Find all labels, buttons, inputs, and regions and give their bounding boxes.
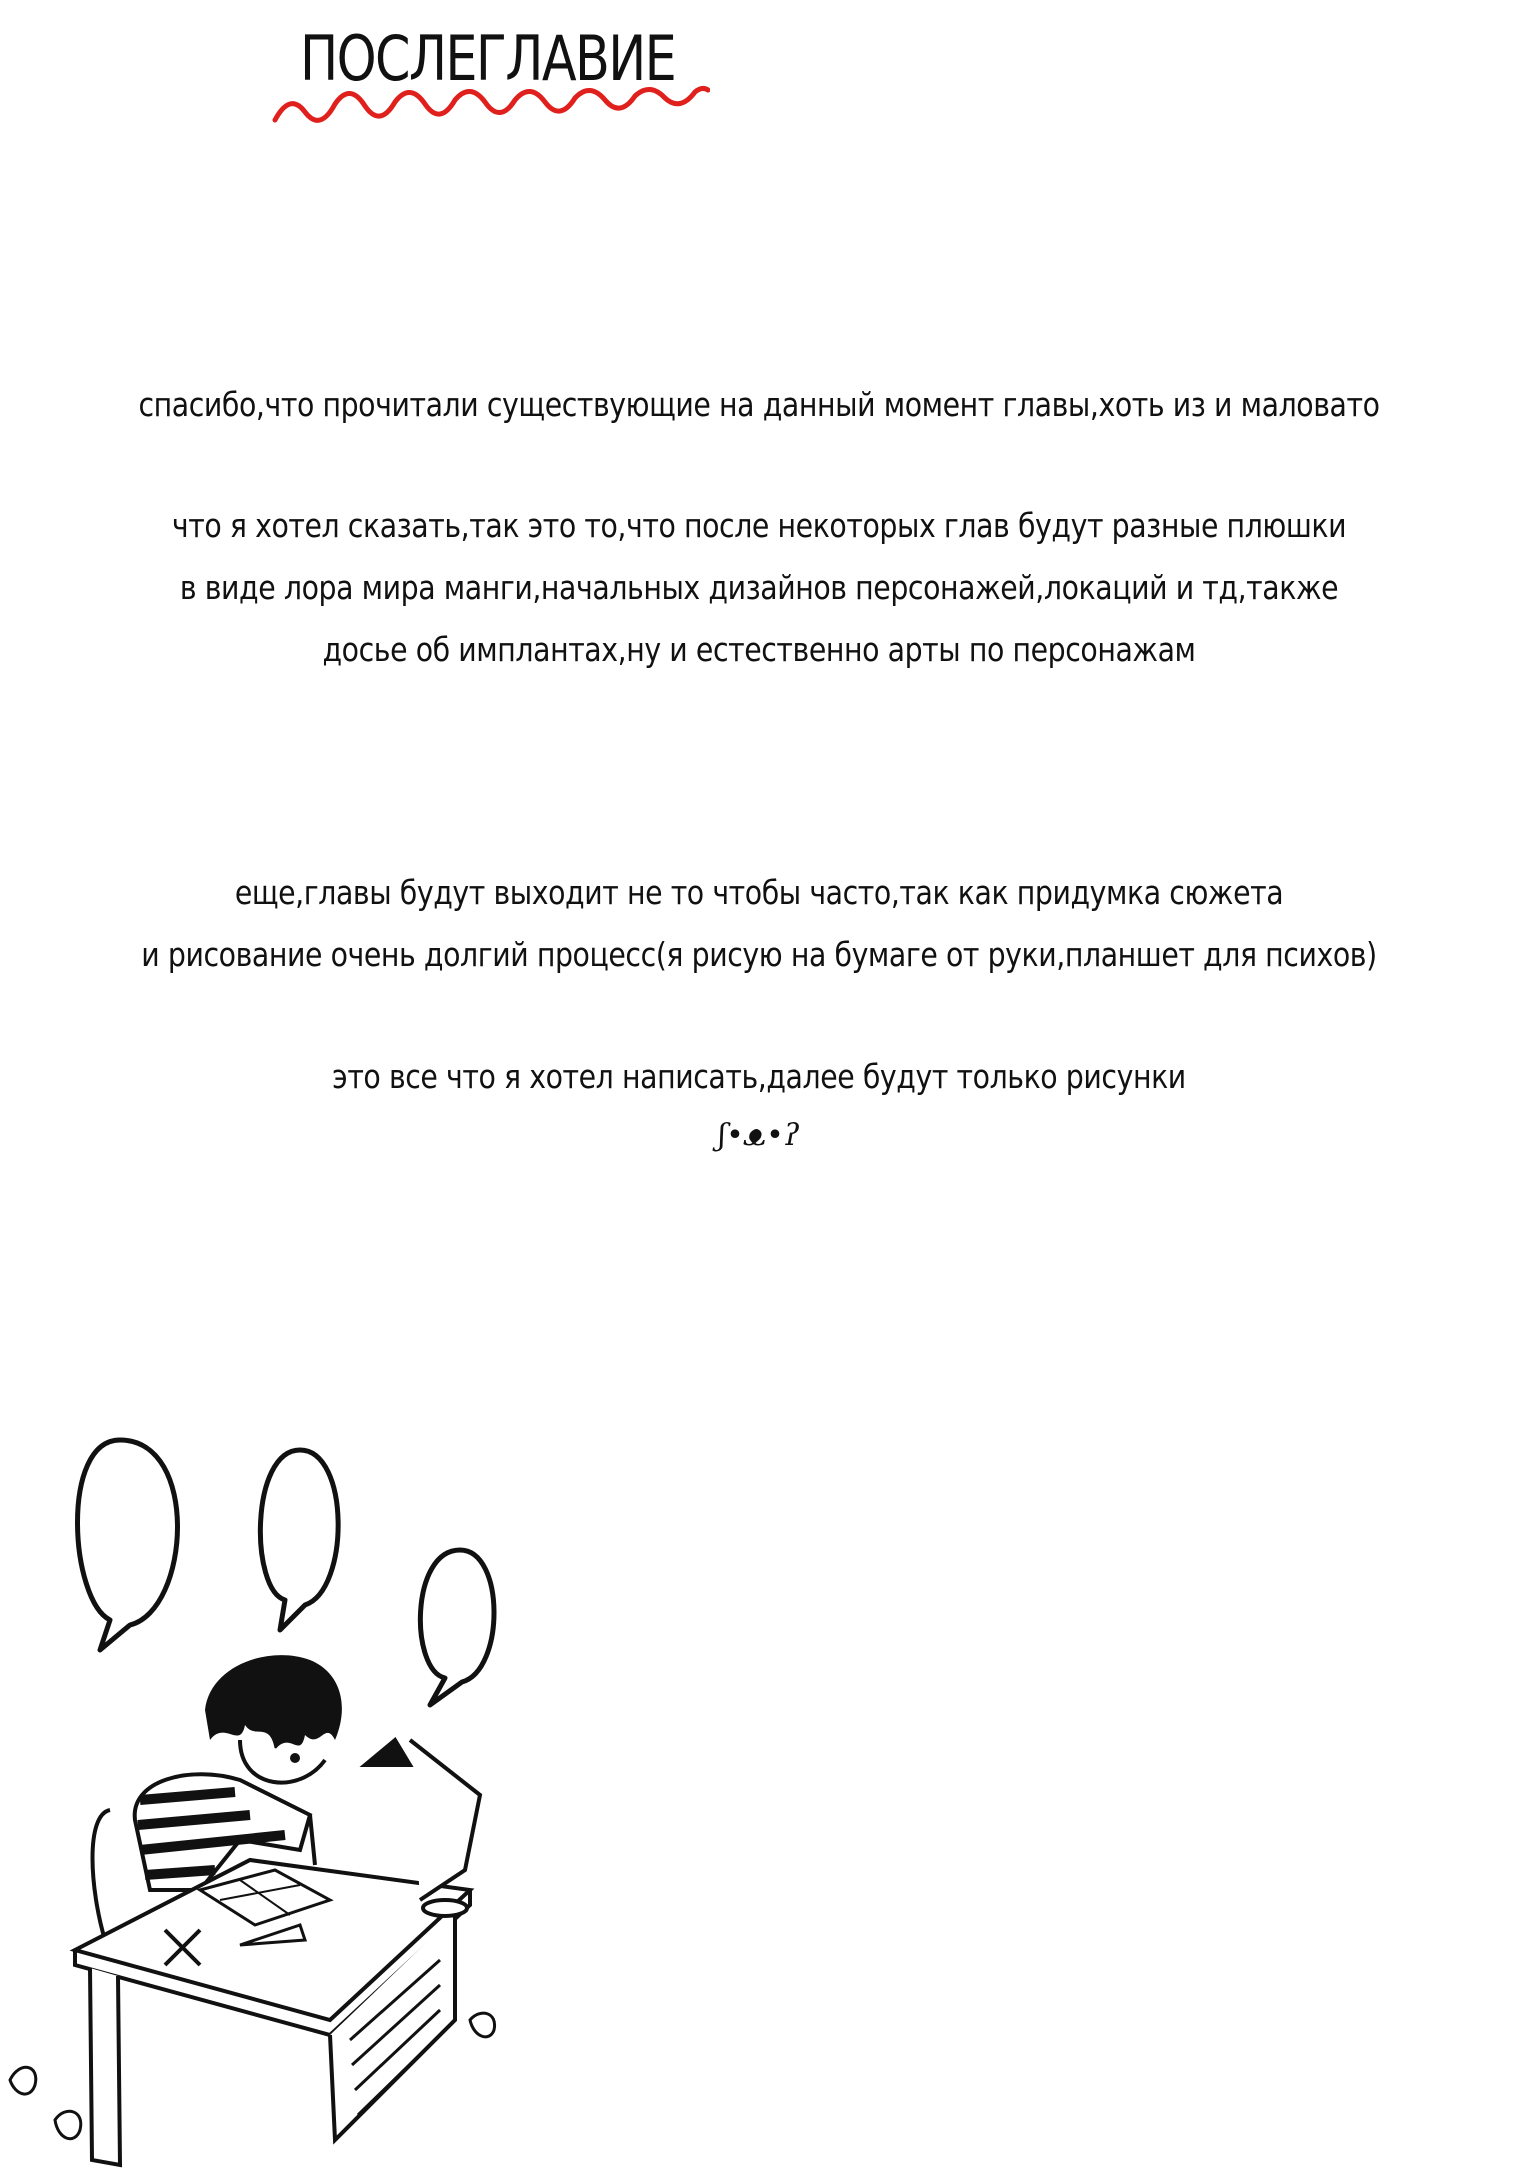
thought-bubble-icon: [420, 1550, 494, 1705]
hair-shape: [205, 1655, 342, 1750]
face-shape: [240, 1740, 325, 1783]
pen-icon: [310, 1815, 315, 1865]
text-line: и рисование очень долгий процесс(я рисую на бумаге от руки,планшет для психов): [141, 935, 1377, 974]
paragraph-schedule: [0, 862, 1518, 986]
crumpled-paper-icon: [470, 2013, 495, 2037]
text-line: в виде лора мира манги,начальных дизайнов персонажей,локаций и тд,также: [179, 568, 1339, 607]
paragraph-closing: [0, 1046, 1518, 1108]
text-line: это все что я хотел написать,далее будут только рисунки: [332, 1057, 1186, 1096]
thought-bubble-icon: [78, 1440, 178, 1650]
chair-icon: [93, 1810, 131, 1940]
page-title: ПОСЛЕГЛАВИЕ: [300, 22, 676, 95]
text-line: что я хотел сказать,так это то,что после некоторых глав будут разные плюшки: [171, 506, 1347, 545]
emoticon-text: ʃ•ᴥ•ʔ: [718, 1118, 800, 1153]
paragraph-extras: [0, 495, 1518, 681]
thought-bubble-icon: [260, 1450, 338, 1630]
paragraph-thanks: [0, 374, 1518, 436]
desk-left-leg: [90, 1968, 120, 2165]
text-line: спасибо,что прочитали существующие на данный момент главы,хоть из и маловато: [138, 385, 1380, 424]
crumpled-paper-icon: [10, 2067, 36, 2094]
crumpled-paper-icon: [55, 2111, 81, 2138]
text-line: досье об имплантах,ну и естественно арты по персонажам: [322, 630, 1196, 669]
artist-at-desk-illustration: [0, 1420, 520, 2176]
text-line: еще,главы будут выходит не то чтобы часто,так как придумка сюжета: [234, 873, 1284, 912]
red-squiggle-underline: [270, 82, 710, 132]
